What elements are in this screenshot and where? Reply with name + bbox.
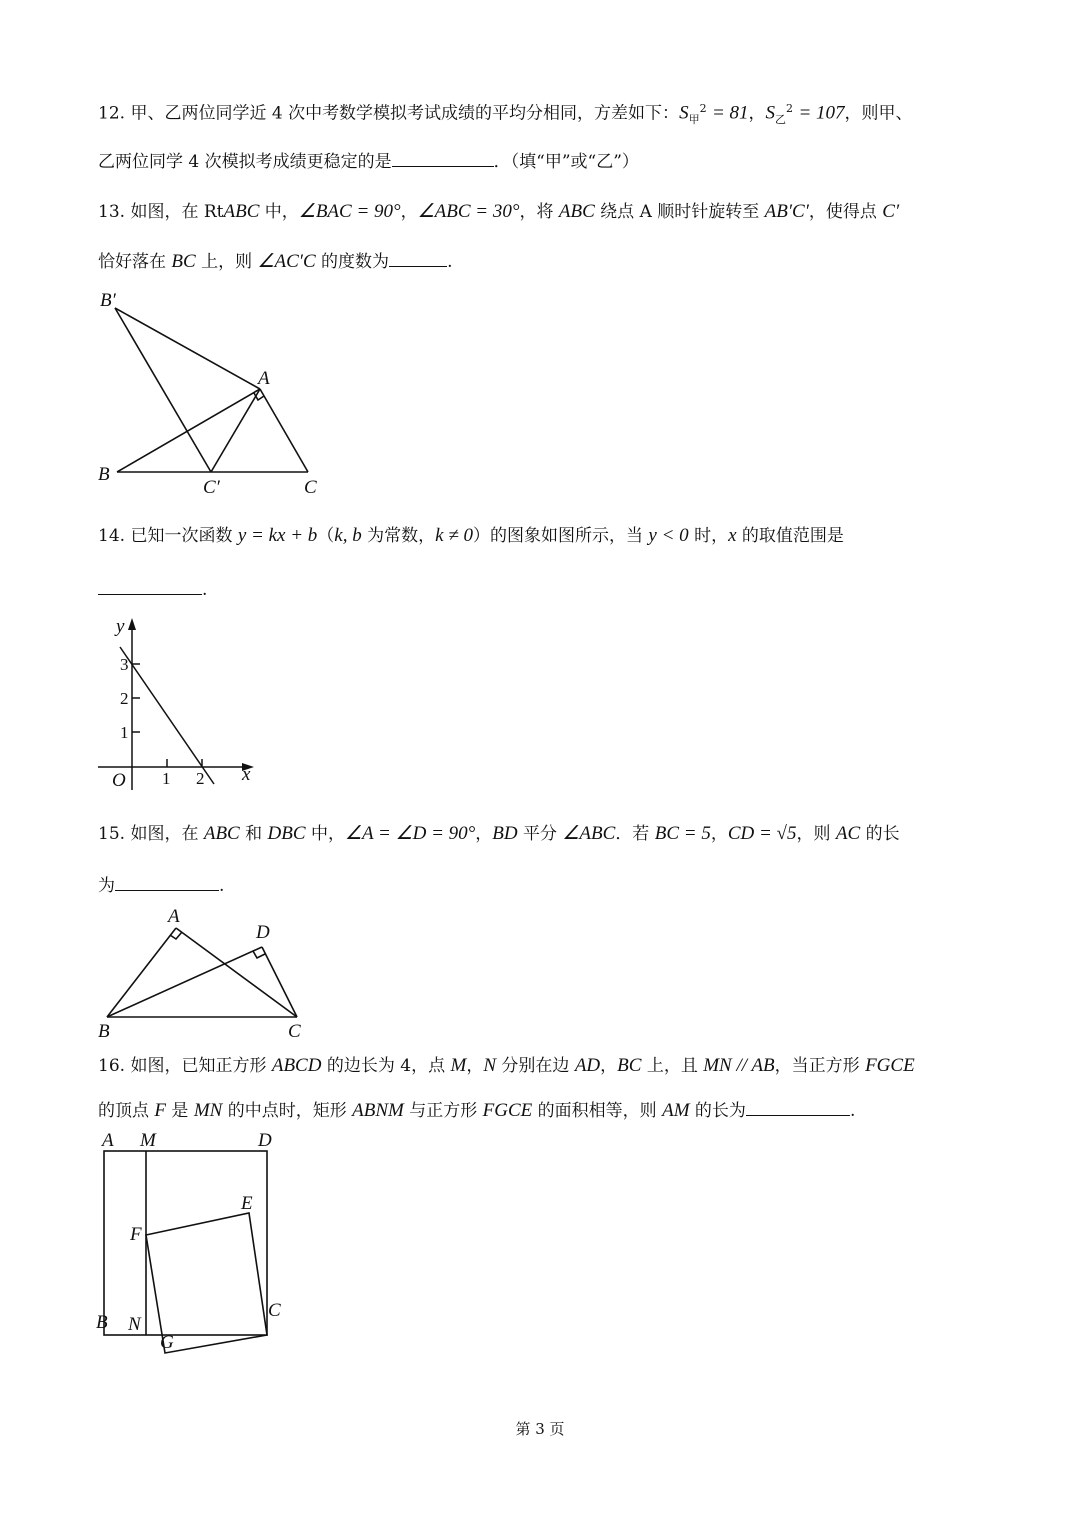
answer-blank-q13[interactable] [389,248,447,267]
q13-figure [90,285,350,505]
q16-line1: 16. 如图，已知正方形 ABCD 的边长为 4，点 M，N 分别在边 AD，BC 上，且 MN // AB，当正方形 FGCE [98,1055,915,1076]
x-tick-2: 2 [196,769,205,788]
y-tick-3: 3 [120,655,129,674]
q14-line2: . [98,576,207,602]
q16-figure [90,1128,310,1358]
label-c: C [288,1021,301,1042]
q15-line1: 15. 如图，在 ABC 和 DBC 中，∠A = ∠D = 90°，BD 平分 ∠ABC．若 BC = 5，CD = √5，则 AC 的长 [98,823,900,844]
q15-figure [90,900,330,1040]
y-tick-2: 2 [120,689,129,708]
s-jia: S [679,102,689,124]
label-a: A [258,368,270,389]
label-e: E [241,1193,253,1214]
q14-line1: 14. 已知一次函数 y = kx + b（k, b 为常数，k ≠ 0）的图象如图所示，当 y < 0 时，x 的取值范围是 [98,525,844,546]
answer-blank-q14[interactable] [98,576,202,595]
label-b: B [98,464,110,485]
label-f: F [130,1224,142,1245]
q16-line2: 的顶点 F 是 MN 的中点时，矩形 ABNM 与正方形 FGCE 的面积相等，则 AM 的长为 . [98,1097,855,1123]
label-m: M [140,1130,156,1151]
label-c: C [268,1300,281,1321]
q14-graph [90,612,270,802]
y-axis-label: y [116,616,125,637]
label-b: B [96,1312,108,1333]
y-tick-1: 1 [120,723,129,742]
q15-line2: 为 . [98,872,224,898]
label-d: D [256,922,270,943]
label-a: A [102,1130,114,1151]
x-axis-label: x [242,764,251,785]
label-b: B [98,1021,110,1042]
label-g: G [160,1332,174,1353]
answer-blank-q12[interactable] [392,148,494,167]
label-a: A [168,906,180,927]
q13-line2: 恰好落在 BC 上，则 ∠AC′C 的度数为 . [98,248,452,274]
origin-label: O [112,770,126,791]
q13-line1: 13. 如图，在 RtABC 中，∠BAC = 90°，∠ABC = 30°，将 ABC 绕点 A 顺时针旋转至 AB′C′，使得点 C′ [98,201,900,222]
q12-line2: 乙两位同学 4 次模拟考成绩更稳定的是 ．（填“甲”或“乙”） [98,148,639,174]
label-cprime: C′ [203,477,220,498]
s-yi: S [765,102,776,124]
answer-blank-q16[interactable] [746,1097,850,1116]
q12-line1: 12. 甲、乙两位同学近 4 次中考数学模拟考试成绩的平均分相同，方差如下：$S_甲^2 = 81$，$S_乙^2 = 107$，则甲、 [98,102,913,127]
label-bprime: B′ [100,290,116,311]
label-c: C [304,477,317,498]
label-d: D [258,1130,272,1151]
answer-blank-q15[interactable] [115,872,219,891]
x-tick-1: 1 [162,769,171,788]
page-number: 第 3 页 [515,1420,565,1438]
label-n: N [128,1314,141,1335]
